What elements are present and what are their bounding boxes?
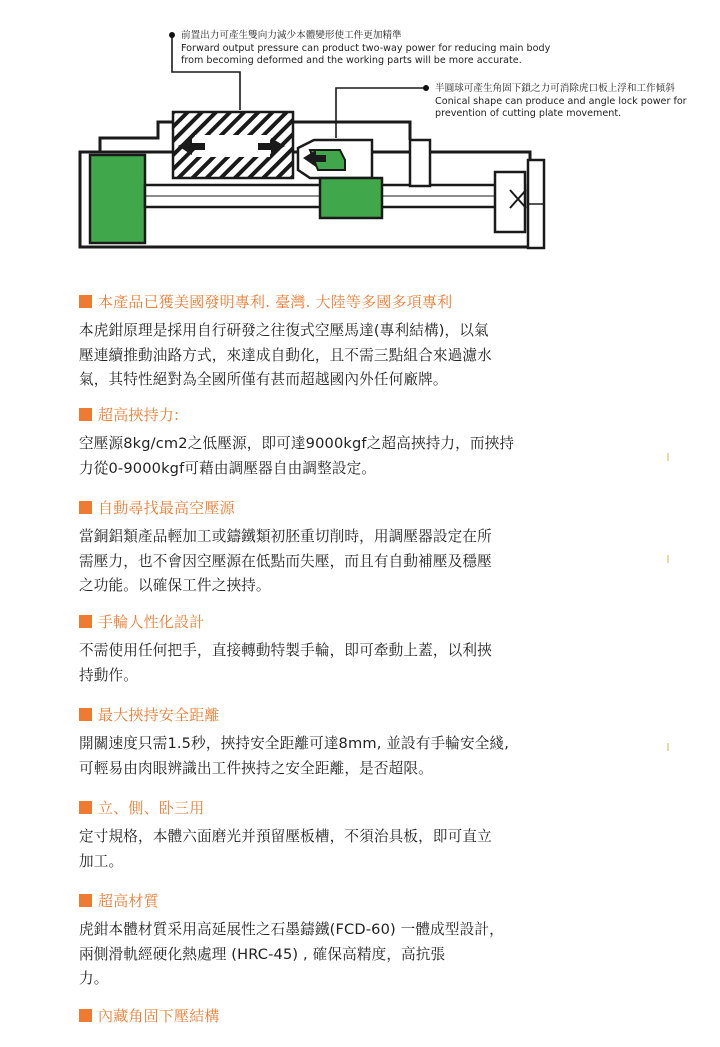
- body-line: 虎鉗本體材質采用高延展性之石墨鑄鐵(FCD-60) 一體成型設計，: [79, 921, 504, 938]
- leader-line-right: [336, 88, 426, 138]
- annotation-forward-output-zh: 前置出力可產生雙向力減少本體變形使工件更加精準: [181, 30, 402, 41]
- section-handwheel: [79, 610, 569, 688]
- orange-square-bullet-icon: [79, 1009, 92, 1022]
- leader-dot-top: [169, 32, 175, 38]
- section-heading-text: 超高挾持力:: [98, 405, 180, 424]
- section-clamping-force: [79, 403, 569, 481]
- section-body: [79, 825, 569, 874]
- annotation-forward-output-en-1: Forward output pressure can product two-way power for reducing main body: [181, 42, 551, 54]
- section-heading-text: 自動尋找最高空壓源: [98, 498, 235, 517]
- section-heading: [79, 496, 569, 518]
- scan-mark: [667, 743, 669, 751]
- body-line: 空壓源8kg/cm2之低壓源，即可達9000kgf之超高挾持力，而挾持: [79, 435, 515, 452]
- section-three-way-use: [79, 796, 569, 874]
- orange-square-bullet-icon: [79, 295, 92, 308]
- section-heading-text: 內藏角固下壓結構: [98, 1006, 220, 1025]
- body-line: 加工。: [79, 852, 124, 870]
- section-auto-pressure: [79, 496, 569, 599]
- section-heading-text: 本產品已獲美國發明專利. 臺灣. 大陸等多國多項專利: [98, 292, 453, 311]
- section-heading-text: 超高材質: [98, 891, 159, 910]
- body-line: 可輕易由肉眼辨識出工件挾持之安全距離，是否超限。: [79, 759, 433, 777]
- body-line: 持動作。: [79, 666, 138, 684]
- body-line: 力從0-9000kgf可藉由調壓器自由調整設定。: [79, 459, 377, 477]
- section-body: [79, 319, 569, 393]
- body-line: 氣，其特性絕對為全國所僅有甚而超越國內外任何廠牌。: [79, 371, 448, 388]
- section-heading-text: 立、側、卧三用: [98, 798, 205, 817]
- section-body: [79, 918, 569, 992]
- body-line: 本虎鉗原理是採用自行研發之往復式空壓馬達(專利結構)，以氣: [79, 322, 489, 339]
- section-body: [79, 732, 569, 781]
- body-line: 開關速度只需1.5秒，挾持安全距離可達8mm, 並設有手輪安全綫,: [79, 735, 510, 752]
- section-hidden-angle-lock: [79, 1004, 569, 1026]
- scan-mark: [667, 453, 669, 461]
- shaft-green-segment: [320, 178, 382, 218]
- section-patent: [79, 290, 569, 393]
- annotation-conical-shape-en-1: Conical shape can produce and angle lock power for: [435, 95, 687, 107]
- section-safety-distance: [79, 703, 569, 781]
- section-heading-text: 手輪人性化設計: [98, 612, 205, 631]
- leader-dot-right: [423, 85, 429, 91]
- section-body: [79, 432, 569, 481]
- orange-square-bullet-icon: [79, 894, 92, 907]
- section-heading: [79, 703, 569, 725]
- left-piston-block: [90, 155, 145, 243]
- body-line: 定寸規格，本體六面磨光并預留壓板槽，不須治具板，即可直立: [79, 828, 492, 845]
- orange-square-bullet-icon: [79, 801, 92, 814]
- body-line: 力。: [79, 970, 109, 987]
- orange-square-bullet-icon: [79, 708, 92, 721]
- section-heading: [79, 889, 569, 911]
- section-body: [79, 525, 569, 599]
- section-heading: [79, 403, 569, 425]
- orange-square-bullet-icon: [79, 408, 92, 421]
- section-heading: [79, 796, 569, 818]
- section-material: [79, 889, 569, 992]
- orange-square-bullet-icon: [79, 501, 92, 514]
- section-heading: [79, 1004, 569, 1026]
- scan-mark: [667, 555, 669, 563]
- annotation-conical-shape: [435, 83, 687, 121]
- body-line: 需壓力，也不會因空壓源在低點而失壓，而且有自動補壓及穩壓: [79, 552, 492, 570]
- vise-cross-section-diagram: [0, 0, 720, 285]
- body-line: 之功能。以確保工件之挾持。: [79, 577, 271, 594]
- body-line: 不需使用任何把手，直接轉動特製手輪，即可牽動上蓋，以利挾: [79, 642, 492, 659]
- section-heading: [79, 290, 569, 312]
- section-body: [79, 639, 569, 688]
- section-heading: [79, 610, 569, 632]
- body-line: 當銅鋁類產品輕加工或鑄鐵類初胚重切削時，用調壓器設定在所: [79, 528, 492, 545]
- annotation-conical-shape-zh: 半圓球可產生角固下鎖之力可消除虎口板上浮和工作傾斜: [435, 83, 675, 94]
- annotation-forward-output-en-2: from becoming deformed and the working parts will be more accurate.: [181, 55, 522, 66]
- section-heading-text: 最大挾持安全距離: [98, 705, 220, 724]
- orange-square-bullet-icon: [79, 615, 92, 628]
- annotation-forward-output: [181, 30, 550, 68]
- annotation-conical-shape-en-2: prevention of cutting plate movement.: [435, 108, 622, 119]
- body-line: 兩側滑軌經硬化熱處理 (HRC-45) , 確保高精度，高抗張: [79, 945, 446, 963]
- body-line: 壓連續推動油路方式，來達成自動化，且不需三點組合來過濾水: [79, 346, 492, 364]
